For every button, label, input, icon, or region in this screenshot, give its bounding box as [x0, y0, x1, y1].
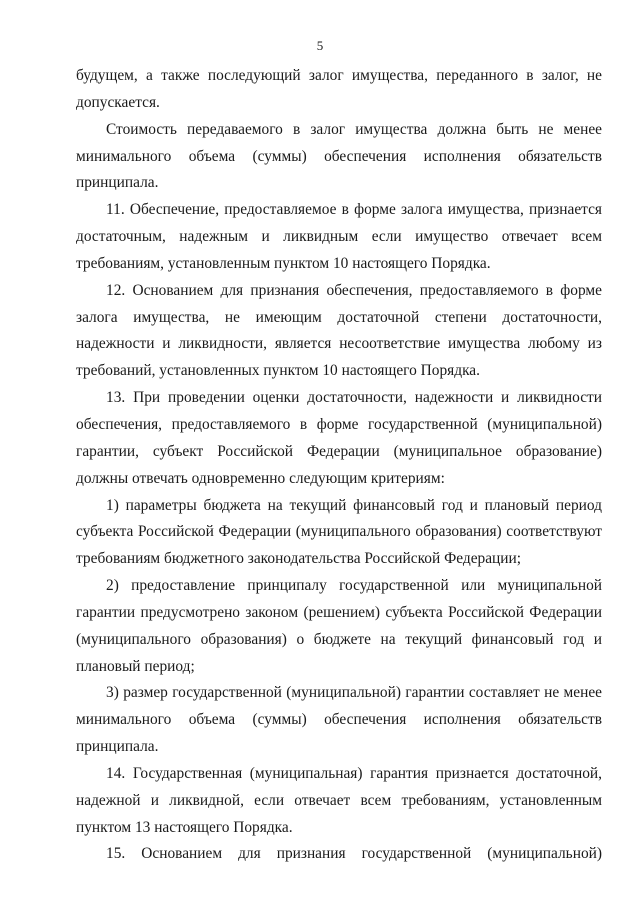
paragraph-item-12: 12. Основанием для признания обеспечения, предоставляемого в форме залога имущества, не имеющим достаточной степени достаточности, надежности и ликвидности, является несоответствие имущества любому из требований, установленных пунктом 10 настоящего Порядка. — [76, 281, 602, 380]
paragraph-criterion-2: 2) предоставление принципалу государственной или муниципальной гарантии предусмотрено законом (решением) субъекта Российской Федерации (муниципального образования) о бюджете на текущий финансовый год и плановый период; — [76, 577, 602, 675]
paragraph-item-13: 13. При проведении оценки достаточности, надежности и ликвидности обеспечения, предоставляемого в форме государственной (муниципальной) гарантии, субъект Российской Федерации (муниципальное образование) должны отвечать одновременно следующим критериям: — [76, 389, 602, 487]
paragraph-continuation: будущем, а также последующий залог имущества, переданного в залог, не допускается. — [76, 67, 602, 111]
paragraph-item-11: 11. Обеспечение, предоставляемое в форме залога имущества, признается достаточным, надежным и ликвидным если имущество отвечает всем требованиям, установленным пунктом 10 настоящего Порядка. — [76, 201, 602, 272]
document-body — [76, 63, 602, 868]
paragraph-criterion-1: 1) параметры бюджета на текущий финансовый год и плановый период субъекта Российской Федерации (муниципального образования) соответствуют требованиям бюджетного законодательства Российской Федерации; — [76, 496, 602, 568]
paragraph-collateral-value: Стоимость передаваемого в залог имущества должна быть не менее минимального объема (суммы) обеспечения исполнения обязательств принципала. — [76, 120, 602, 192]
page-number: 5 — [316, 38, 324, 53]
paragraph-item-15: 15. Основанием для признания государственной (муниципальной) — [106, 845, 602, 863]
paragraph-criterion-3: 3) размер государственной (муниципальной) гарантии составляет не менее минимального объема (суммы) обеспечения исполнения обязательств принципала. — [76, 684, 602, 756]
paragraph-item-14: 14. Государственная (муниципальная) гарантия признается достаточной, надежной и ликвидной, если отвечает всем требованиям, установленным пунктом 13 настоящего Порядка. — [76, 764, 602, 836]
